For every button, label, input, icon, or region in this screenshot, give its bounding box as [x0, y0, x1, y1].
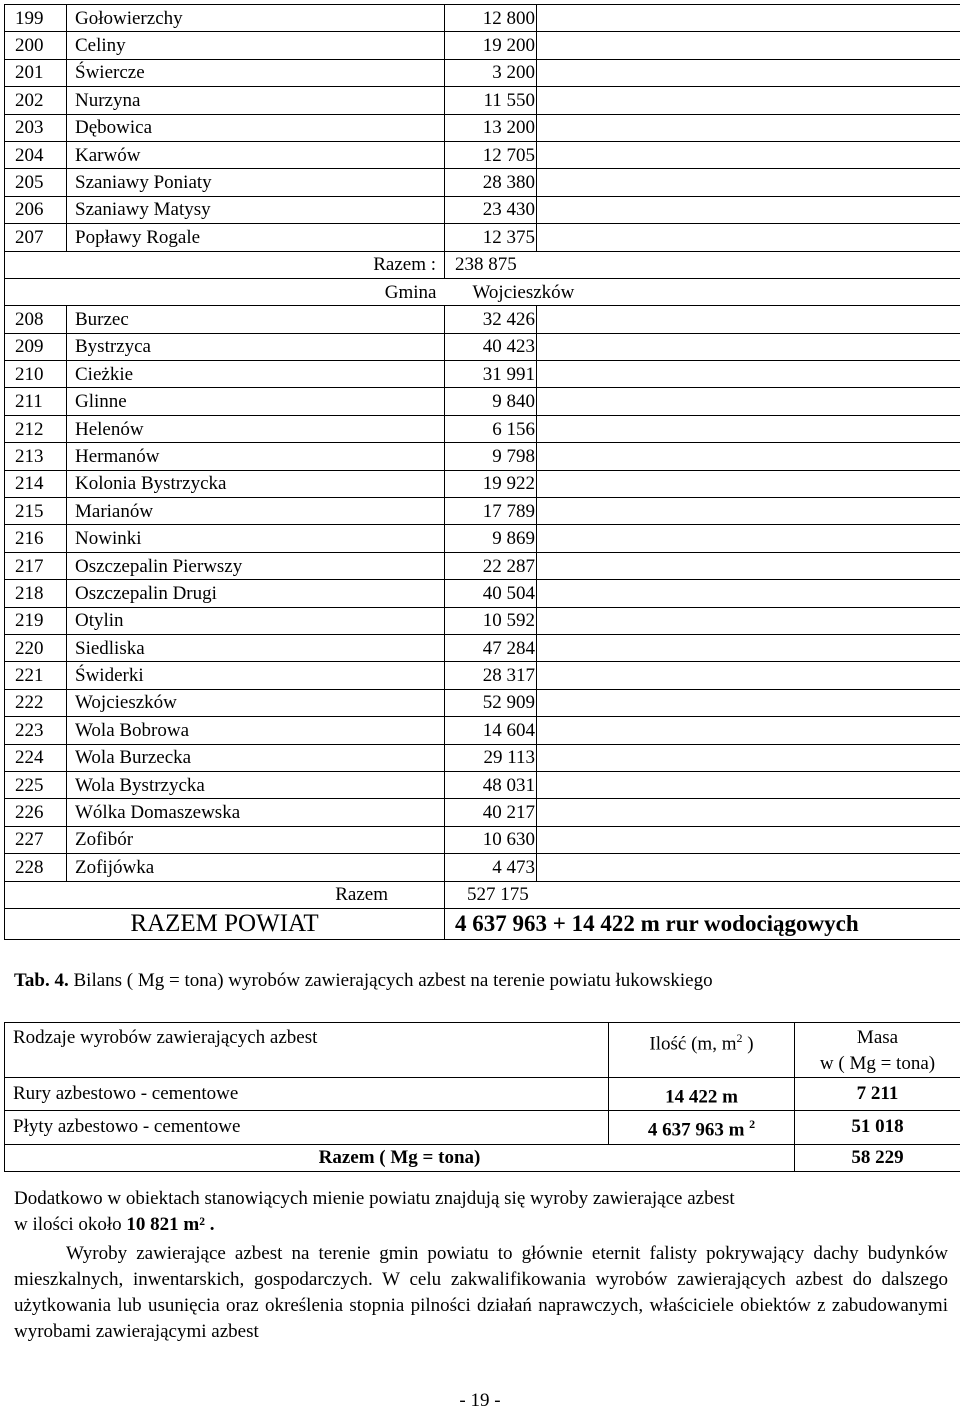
value-cell	[445, 498, 537, 525]
locality-name: Bystrzyca	[67, 333, 445, 360]
asbestos-balance-table	[4, 1022, 960, 1172]
table-row	[5, 59, 960, 86]
locality-table	[4, 4, 960, 940]
table-section-b	[5, 306, 960, 881]
empty-cell	[537, 826, 960, 853]
value-cell	[445, 799, 537, 826]
table-row	[5, 771, 960, 798]
locality-name: Glinne	[67, 388, 445, 415]
caption-text: Bilans ( Mg = tona) wyrobów zawierających azbest na terenie powiatu łukowskiego	[68, 970, 713, 991]
product-type: Rury azbestowo - cementowe	[5, 1078, 609, 1111]
table-row	[5, 224, 960, 251]
value: 40 423	[482, 336, 535, 358]
empty-cell	[537, 717, 960, 744]
value: 12 375	[482, 226, 535, 248]
table-row	[5, 689, 960, 716]
value-cell	[445, 744, 537, 771]
locality-name: Kolonia Bystrzycka	[67, 470, 445, 497]
value: 32 426	[482, 308, 535, 330]
table-row	[5, 169, 960, 196]
locality-name: Karwów	[67, 141, 445, 168]
empty-cell	[537, 799, 960, 826]
value: 22 287	[482, 555, 535, 577]
empty-cell	[537, 689, 960, 716]
value-cell	[445, 87, 537, 114]
empty-cell	[537, 744, 960, 771]
table-row	[5, 443, 960, 470]
subtotal-value: 527 175	[445, 881, 960, 908]
empty-cell	[537, 87, 960, 114]
empty-cell	[537, 662, 960, 689]
row-number: 223	[5, 717, 67, 744]
value: 23 430	[482, 199, 535, 221]
value-cell	[445, 634, 537, 661]
table-row	[5, 826, 960, 853]
locality-name: Zofijówka	[67, 854, 445, 881]
locality-name: Marianów	[67, 498, 445, 525]
locality-name: Wola Bobrowa	[67, 717, 445, 744]
table-row	[5, 470, 960, 497]
value-cell	[445, 32, 537, 59]
locality-name: Oszczepalin Pierwszy	[67, 552, 445, 579]
total-row	[5, 1144, 960, 1171]
table-row	[5, 634, 960, 661]
value-cell	[445, 470, 537, 497]
table-row	[5, 662, 960, 689]
paragraph-line: Dodatkowo w obiektach stanowiących mienie powiatu znajdują się wyroby zawierające azbest	[14, 1188, 735, 1209]
row-number: 210	[5, 361, 67, 388]
row-number: 205	[5, 169, 67, 196]
locality-name: Otylin	[67, 607, 445, 634]
value: 12 705	[482, 144, 535, 166]
gmina-label: Gmina	[5, 278, 445, 305]
table-row	[5, 141, 960, 168]
empty-cell	[537, 634, 960, 661]
value: 19 922	[482, 473, 535, 495]
grand-total-value: 4 637 963 + 14 422 m rur wodociągowych	[445, 908, 960, 939]
value: 6 156	[492, 418, 535, 440]
value-cell	[445, 333, 537, 360]
empty-cell	[537, 5, 960, 32]
locality-name: Celiny	[67, 32, 445, 59]
value-cell	[445, 415, 537, 442]
table-row	[5, 87, 960, 114]
value: 9 798	[492, 445, 535, 467]
value: 10 592	[482, 610, 535, 632]
value-cell	[445, 525, 537, 552]
locality-name: Zofibór	[67, 826, 445, 853]
table-row	[5, 415, 960, 442]
row-number: 224	[5, 744, 67, 771]
value-cell	[445, 662, 537, 689]
row-number: 220	[5, 634, 67, 661]
table-caption	[14, 970, 713, 992]
value: 9 840	[492, 391, 535, 413]
locality-name: Burzec	[67, 306, 445, 333]
paragraph-line: w ilości około	[14, 1214, 127, 1235]
value-cell	[445, 607, 537, 634]
value-cell	[445, 59, 537, 86]
value-cell	[445, 361, 537, 388]
value: 4 473	[492, 856, 535, 878]
subtotal-row-a	[5, 251, 960, 278]
locality-name: Cieżkie	[67, 361, 445, 388]
empty-cell	[537, 470, 960, 497]
empty-cell	[537, 32, 960, 59]
table-row	[5, 1111, 960, 1144]
locality-name: Helenów	[67, 415, 445, 442]
row-number: 214	[5, 470, 67, 497]
row-number: 206	[5, 196, 67, 223]
product-qty: 4 637 963 m $^2$	[609, 1111, 795, 1144]
value: 31 991	[482, 363, 535, 385]
row-number: 227	[5, 826, 67, 853]
grand-total-row	[5, 908, 960, 939]
table-row	[5, 854, 960, 881]
value-cell	[445, 717, 537, 744]
value-cell	[445, 854, 537, 881]
row-number: 201	[5, 59, 67, 86]
value-cell	[445, 169, 537, 196]
value-cell	[445, 689, 537, 716]
value: 29 113	[483, 747, 535, 769]
paragraph-additional	[14, 1186, 948, 1238]
empty-cell	[537, 388, 960, 415]
value-cell	[445, 771, 537, 798]
value-cell	[445, 443, 537, 470]
row-number: 212	[5, 415, 67, 442]
product-type: Płyty azbestowo - cementowe	[5, 1111, 609, 1144]
row-number: 208	[5, 306, 67, 333]
empty-cell	[537, 443, 960, 470]
locality-name: Oszczepalin Drugi	[67, 580, 445, 607]
table-row	[5, 306, 960, 333]
header-qty: Ilość (m, $m^2$ )	[609, 1023, 795, 1078]
empty-cell	[537, 552, 960, 579]
row-number: 213	[5, 443, 67, 470]
value-cell	[445, 580, 537, 607]
value: 14 604	[482, 719, 535, 741]
subtotal-label: Razem :	[5, 251, 445, 278]
table-row	[5, 1078, 960, 1111]
total-mass: 58 229	[795, 1144, 960, 1171]
paragraph-text: Wyroby zawierające azbest na terenie gmin powiatu to głównie eternit falisty pokrywający dachy budynków mieszkalnych, inwentarskich, gospodarczych. W celu zakwalifikowania wyrobów zawierających azbest do dalszego użytkowania lub usunięcia oraz określenia stopnia pilności działań naprawczych, właściciele obiektów z zabudowanymi wyrobami zawierającymi azbest	[14, 1243, 948, 1342]
empty-cell	[537, 854, 960, 881]
table-row	[5, 333, 960, 360]
row-number: 225	[5, 771, 67, 798]
table-header-row	[5, 1023, 960, 1078]
table-row	[5, 799, 960, 826]
locality-name: Popławy Rogale	[67, 224, 445, 251]
grand-total-label: RAZEM POWIAT	[5, 908, 445, 939]
locality-name: Świercze	[67, 59, 445, 86]
row-number: 226	[5, 799, 67, 826]
value-cell	[445, 141, 537, 168]
table-row	[5, 552, 960, 579]
value: 17 789	[482, 500, 535, 522]
header-mass: Masa w ( Mg = tona)	[795, 1023, 960, 1078]
table-row	[5, 607, 960, 634]
row-number: 203	[5, 114, 67, 141]
table-row	[5, 744, 960, 771]
gmina-header-row	[5, 278, 960, 305]
empty-cell	[537, 333, 960, 360]
empty-cell	[537, 114, 960, 141]
table-section-a	[5, 5, 960, 252]
empty-cell	[537, 59, 960, 86]
table-body	[5, 1078, 960, 1145]
row-number: 228	[5, 854, 67, 881]
table-row	[5, 498, 960, 525]
locality-name: Świderki	[67, 662, 445, 689]
value-cell	[445, 826, 537, 853]
empty-cell	[537, 580, 960, 607]
locality-name: Gołowierzchy	[67, 5, 445, 32]
table-row	[5, 580, 960, 607]
row-number: 199	[5, 5, 67, 32]
locality-name: Nurzyna	[67, 87, 445, 114]
empty-cell	[537, 224, 960, 251]
locality-name: Wola Burzecka	[67, 744, 445, 771]
table-row	[5, 388, 960, 415]
value: 11 550	[483, 89, 535, 111]
locality-name: Siedliska	[67, 634, 445, 661]
empty-cell	[537, 141, 960, 168]
table-row	[5, 717, 960, 744]
empty-cell	[537, 361, 960, 388]
value-cell	[445, 306, 537, 333]
paragraph-eternit	[14, 1241, 948, 1345]
product-qty: 14 422 m	[609, 1078, 795, 1111]
value: 48 031	[482, 774, 535, 796]
area-value: 10 821 m² .	[126, 1214, 215, 1235]
value: 19 200	[482, 35, 535, 57]
row-number: 202	[5, 87, 67, 114]
row-number: 207	[5, 224, 67, 251]
row-number: 221	[5, 662, 67, 689]
empty-cell	[537, 498, 960, 525]
value-cell	[445, 114, 537, 141]
subtotal-row-b	[5, 881, 960, 908]
table-row	[5, 32, 960, 59]
subtotal-value: 238 875	[445, 251, 960, 278]
empty-cell	[537, 525, 960, 552]
page-number: - 19 -	[459, 1390, 501, 1411]
row-number: 217	[5, 552, 67, 579]
table-row	[5, 361, 960, 388]
row-number: 215	[5, 498, 67, 525]
table-row	[5, 5, 960, 32]
row-number: 209	[5, 333, 67, 360]
value: 28 380	[482, 172, 535, 194]
value: 28 317	[482, 665, 535, 687]
product-mass: 7 211	[795, 1078, 960, 1111]
locality-name: Nowinki	[67, 525, 445, 552]
row-number: 200	[5, 32, 67, 59]
value: 12 800	[482, 7, 535, 29]
row-number: 204	[5, 141, 67, 168]
total-label: Razem ( Mg = tona)	[5, 1144, 795, 1171]
value-cell	[445, 224, 537, 251]
value-cell	[445, 552, 537, 579]
header-type: Rodzaje wyrobów zawierających azbest	[5, 1023, 609, 1078]
product-mass: 51 018	[795, 1111, 960, 1144]
empty-cell	[537, 306, 960, 333]
table-row	[5, 196, 960, 223]
row-number: 211	[5, 388, 67, 415]
row-number: 216	[5, 525, 67, 552]
locality-name: Szaniawy Poniaty	[67, 169, 445, 196]
value: 40 504	[482, 582, 535, 604]
locality-name: Wola Bystrzycka	[67, 771, 445, 798]
table-row	[5, 525, 960, 552]
empty-cell	[537, 196, 960, 223]
empty-cell	[537, 415, 960, 442]
empty-cell	[537, 771, 960, 798]
locality-name: Wólka Domaszewska	[67, 799, 445, 826]
empty-cell	[537, 169, 960, 196]
value: 10 630	[482, 829, 535, 851]
table-row	[5, 114, 960, 141]
empty-cell	[537, 607, 960, 634]
value-cell	[445, 388, 537, 415]
locality-name: Dębowica	[67, 114, 445, 141]
locality-name: Hermanów	[67, 443, 445, 470]
caption-prefix: Tab. 4.	[14, 970, 69, 991]
value: 9 869	[492, 528, 535, 550]
row-number: 219	[5, 607, 67, 634]
locality-name: Szaniawy Matysy	[67, 196, 445, 223]
value: 3 200	[492, 62, 535, 84]
value-cell	[445, 196, 537, 223]
value-cell	[445, 5, 537, 32]
row-number: 218	[5, 580, 67, 607]
gmina-name: Wojcieszków	[445, 278, 960, 305]
value: 13 200	[482, 117, 535, 139]
value: 40 217	[482, 802, 535, 824]
subtotal-label: Razem	[5, 881, 445, 908]
value: 47 284	[482, 637, 535, 659]
locality-name: Wojcieszków	[67, 689, 445, 716]
row-number: 222	[5, 689, 67, 716]
value: 52 909	[482, 692, 535, 714]
